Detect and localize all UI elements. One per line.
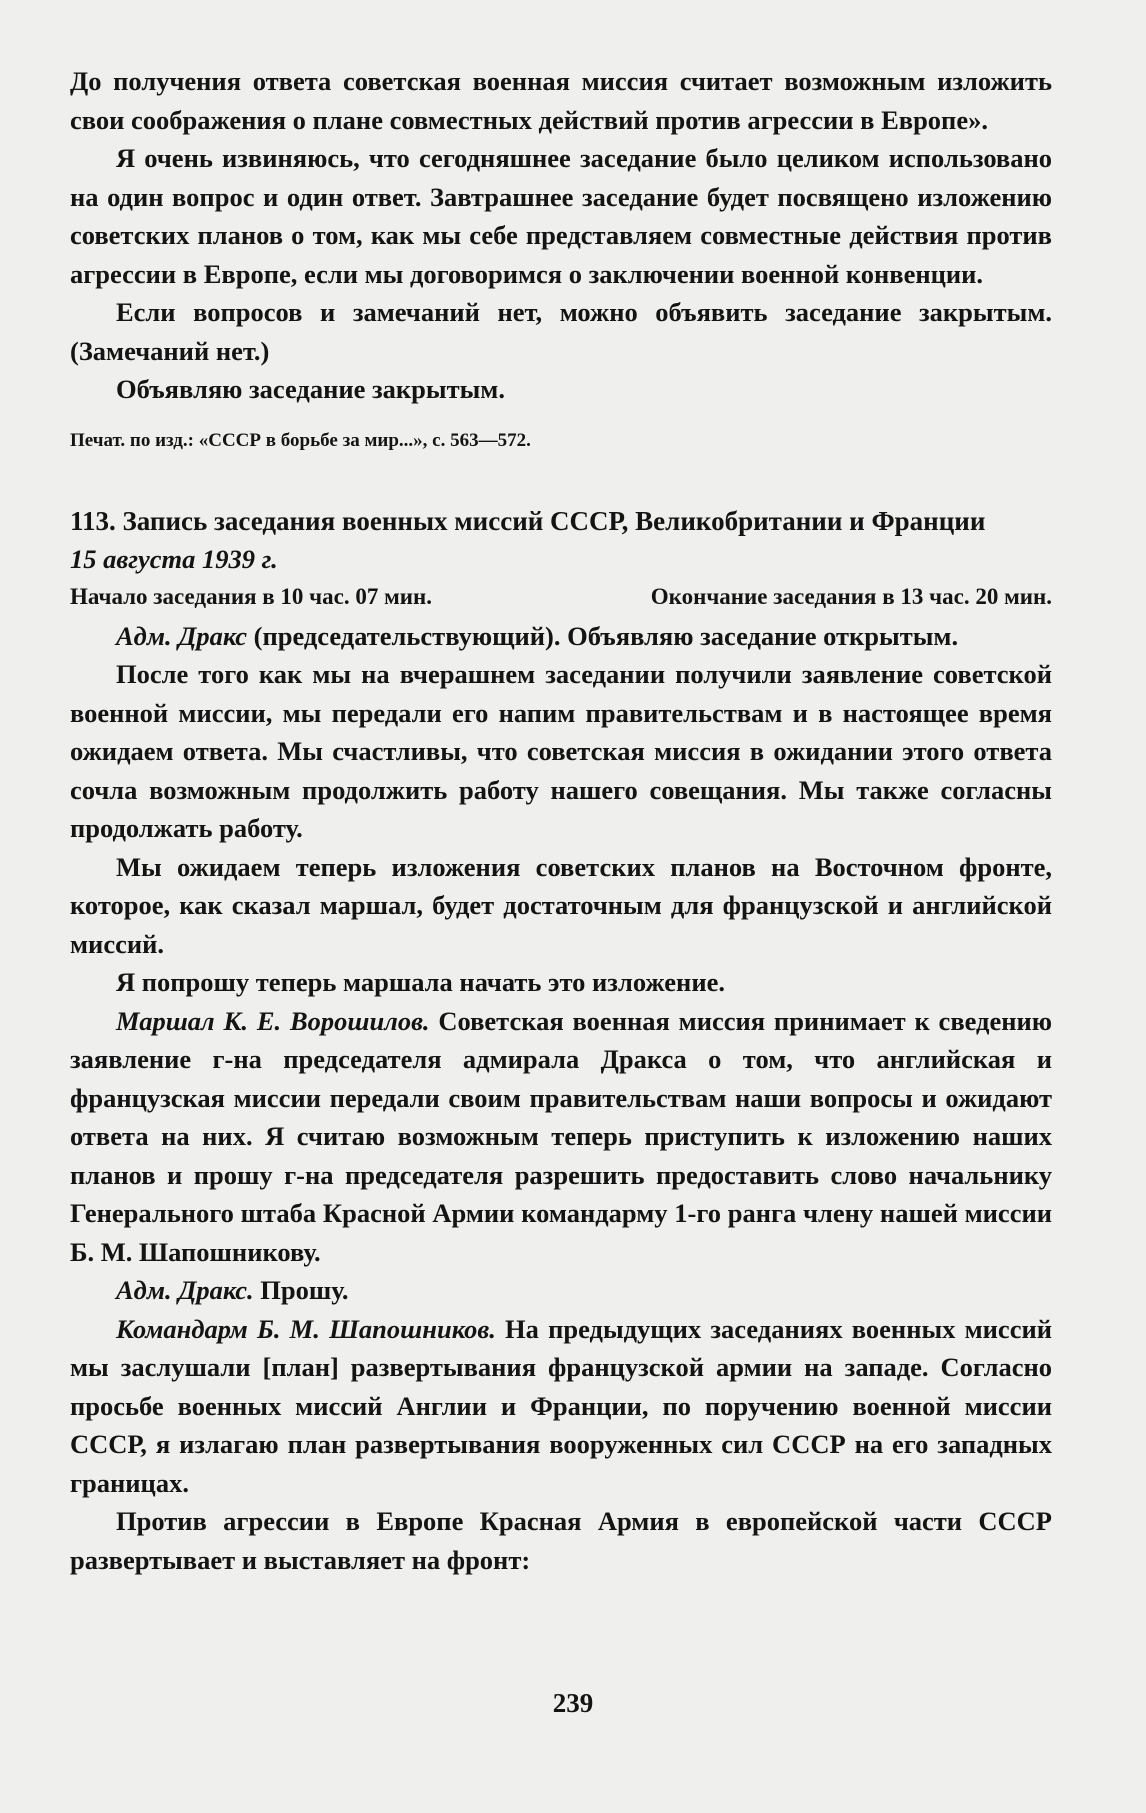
paragraph-closing: Объявляю заседание закрытым. [116,374,505,404]
remark-voroshilov [70,1002,1052,1272]
speaker-name: Адм. Дракс [116,620,248,651]
document-heading [70,502,1052,540]
document-number: 113. [70,505,116,536]
paragraph-ask-marshal: Я попрошу теперь маршала начать это изложение. [116,967,725,997]
session-times [70,578,1052,617]
page-number: 239 [552,1688,594,1718]
speaker-name: Адм. Дракс. [116,1275,254,1305]
remark-text: Советская военная миссия принимает к сведению заявление г-на председателя адмирала Дракса о том, что английская и французская миссии передали своим правительствам наши вопросы и ожидают ответа на них. Я считаю возможным теперь приступить к изложению наших планов и прошу г-на председателя разрешить предоставить слово начальнику Генерального штаба Красной Армии командарму 1-го ранга члену нашей миссии Б. М. Шапошникову. [70,1005,1052,1267]
remark-text: Прошу. [253,1275,349,1305]
spacer [70,409,1052,428]
document-title: Запись заседания военных миссий СССР, Великобритании и Франции [122,505,986,536]
remark-drax [70,1271,1052,1310]
document-date: 15 августа 1939 г. [70,543,278,574]
source-note: Печат. по изд.: «СССР в борьбе за мир...», с. 563—572. [70,429,531,451]
session-end: Окончание заседания в 13 час. 20 мин. [650,584,1052,609]
paragraph-mission-reply: До получения ответа советская военная миссия считает возможным изложить свои соображения о плане совместных действий против агрессии в Европе». [70,66,1052,135]
speaker-name: Маршал К. Е. Ворошилов. [116,1005,430,1036]
session-start: Начало заседания в 10 час. 07 мин. [70,584,433,609]
speaker-name: Командарм Б. М. Шапошников. [116,1313,496,1344]
paragraph-questions: Если вопросов и замечаний нет, можно объявить заседание закрытым. (Замечаний нет.) [70,297,1052,366]
remark-text: (председательствующий). Объявляю заседание открытым. [247,620,959,651]
spacer [70,454,1052,502]
paragraph-statement-received: После того как мы на вчерашнем заседании получили заявление советской военной миссии, мы передали его напим правительствам и в настоящее время ожидаем ответа. Мы счастливы, что советская миссия в ожидании этого ответа сочла возможным продолжить работу нашего совещания. Мы также согласны продолжать работу. [70,659,1052,843]
paragraph-red-army-deployment: Против агрессии в Европе Красная Армия в европейской части СССР развертывает и выставляет на фронт: [70,1506,1052,1575]
remark-drax-opening [70,617,1052,656]
remark-text: На предыдущих заседаниях военных миссий мы заслушали [план] развертывания французской армии на западе. Согласно просьбе военных миссий Англии и Франции, по поручению военной миссии СССР, я излагаю план развертывания вооруженных сил СССР на его западных границах. [70,1313,1052,1498]
page-body [70,62,1052,1579]
remark-shaposhnikov [70,1310,1052,1503]
paragraph-awaiting-plans: Мы ожидаем теперь изложения советских планов на Восточном фронте, которое, как сказал маршал, будет достаточным для французской и английской миссий. [70,851,1052,959]
paragraph-apology: Я очень извиняюсь, что сегодняшнее заседание было целиком использовано на один вопрос и один ответ. Завтрашнее заседание будет посвящено изложению советских планов о том, как мы себе представляем совместные действия против агрессии в Европе, если мы договоримся о заключении военной конвенции. [70,143,1052,289]
